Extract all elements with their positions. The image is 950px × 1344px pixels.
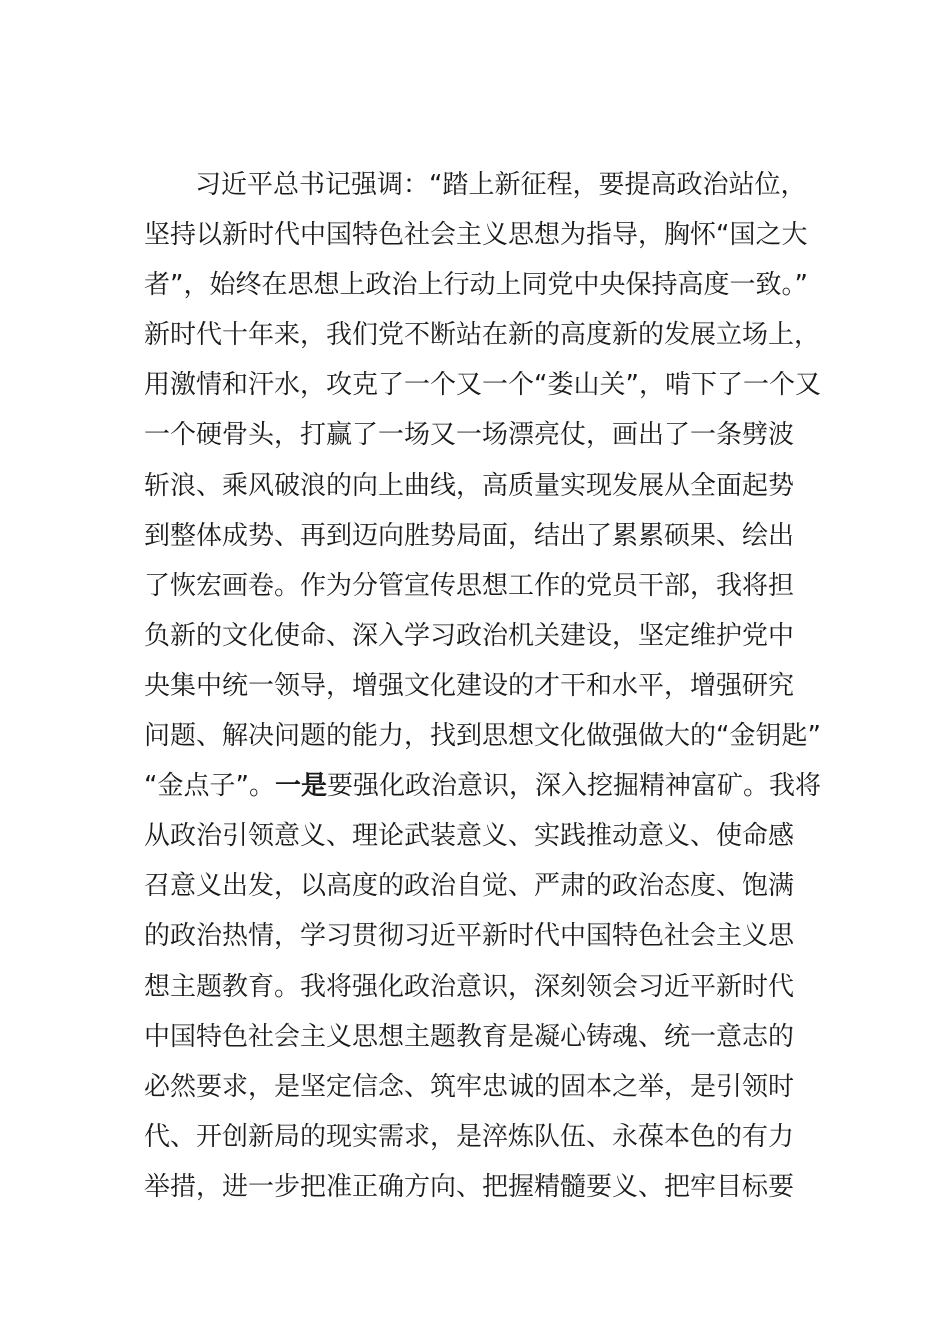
- text-line-1: 习近平总书记强调：“踏上新征程，要提高政治站位，: [195, 170, 807, 200]
- text-line-16: 的政治热情，学习贯彻习近平新时代中国特色社会主义思: [144, 921, 795, 952]
- text-line-4: 新时代十年来，我们党不断站在新的高度新的发展立场上，: [144, 320, 821, 351]
- text-line-10: 负新的文化使命、深入学习政治机关建设，坚定维护党中: [144, 620, 795, 651]
- text-line-12: 问题、解决问题的能力，找到思想文化做强做大的“金钥匙”: [144, 721, 821, 752]
- text-line-13-rest: 要强化政治意识，深入挖掘精神富矿。我将: [326, 771, 821, 802]
- text-line-8: 到整体成势、再到迈向胜势局面，结出了累累硕果、绘出: [144, 520, 795, 551]
- text-line-21: 举措，进一步把准正确方向、把握精髓要义、把牢目标要: [144, 1171, 795, 1202]
- text-line-17: 想主题教育。我将强化政治意识，深刻领会习近平新时代: [144, 971, 795, 1002]
- text-line-13-lead: “金点子”。: [144, 771, 275, 802]
- text-line-18: 中国特色社会主义思想主题教育是凝心铸魂、统一意志的: [144, 1021, 795, 1052]
- text-line-3: 者”，始终在思想上政治上行动上同党中央保持高度一致。”: [144, 270, 808, 301]
- text-line-13: [144, 761, 821, 811]
- text-line-5: 用激情和汗水，攻克了一个又一个“娄山关”，啃下了一个又: [144, 370, 821, 401]
- body-paragraph: [144, 160, 821, 1212]
- text-line-20: 代、开创新局的现实需求，是淬炼队伍、永葆本色的有力: [144, 1121, 795, 1152]
- text-line-15: 召意义出发，以高度的政治自觉、严肃的政治态度、饱满: [144, 871, 795, 902]
- text-line-14: 从政治引领意义、理论武装意义、实践推动意义、使命感: [144, 821, 795, 852]
- text-line-13-bold: 一是: [274, 771, 327, 802]
- text-line-9: 了恢宏画卷。作为分管宣传思想工作的党员干部，我将担: [144, 570, 795, 601]
- text-line-7: 斩浪、乘风破浪的向上曲线，高质量实现发展从全面起势: [144, 470, 795, 501]
- text-line-2: 坚持以新时代中国特色社会主义思想为指导，胸怀“国之大: [144, 220, 808, 251]
- text-line-11: 央集中统一领导，增强文化建设的才干和水平，增强研究: [144, 670, 795, 701]
- text-line-6: 一个硬骨头，打赢了一场又一场漂亮仗，画出了一条劈波: [144, 420, 795, 451]
- text-line-19: 必然要求，是坚定信念、筑牢忠诚的固本之举，是引领时: [144, 1071, 795, 1102]
